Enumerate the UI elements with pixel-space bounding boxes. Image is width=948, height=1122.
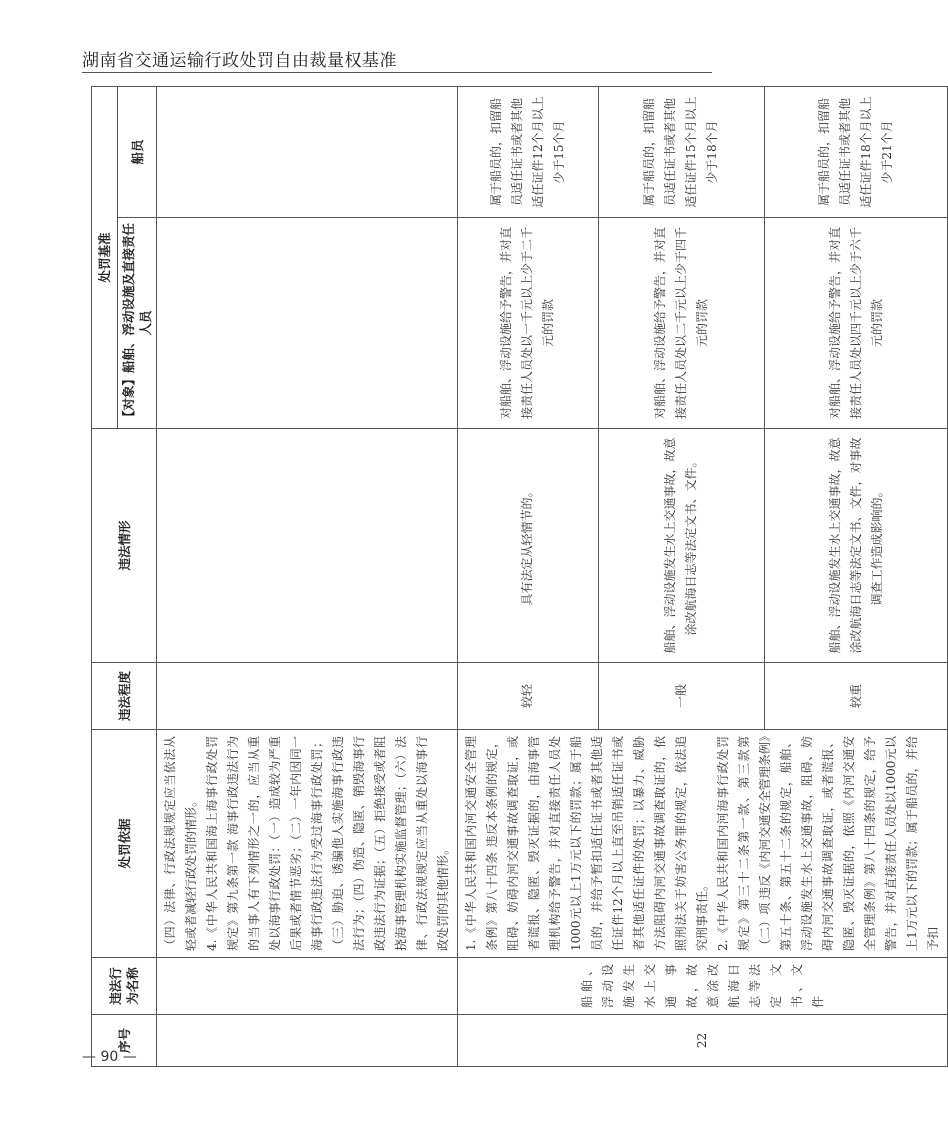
prev-degree-cell: [157, 663, 458, 730]
crew-standard-cell: 属于船员的，扣留船员适任证书或者其他适任证件15个月以上少于18个月: [598, 86, 765, 217]
header-degree: 违法程度: [92, 663, 157, 730]
prev-basis-cell: [157, 730, 458, 958]
degree-cell: 较重: [765, 663, 948, 730]
prev-seq-cell: [157, 1015, 458, 1067]
entry-basis-paragraph: 2.《中华人民共和国内河海事行政处罚规定》第三十二条第一款、第三款第（二）项 违反《内河交通安全管理条例》第五十条、第五十二条的规定，船舶、浮动设施发生水上交通事故，阻碍、妨碍内河交通事故调查取证，或者谎报、隐匿、毁灭证据的，依照《内河交通安全管理条例》第八十四条的规定，给予警告，并对直接责任人员处以1000元以上1万元以下的罚款；属于船员的，并给予扣: [716, 736, 940, 951]
table-row: [458, 86, 599, 1066]
header-target: 【对象】船舶、浮动设施及直接责任人员: [118, 218, 157, 429]
header-basis: 处罚依据: [92, 730, 157, 958]
degree-cell: 一般: [598, 663, 765, 730]
prev-crew-cell: [157, 86, 458, 217]
penalty-standard-table: [91, 86, 948, 1067]
target-standard-cell: 对船舶、浮动设施给予警告，并对直接责任人员处以二千元以上少于四千元的罚款: [598, 218, 765, 429]
prev-basis-paragraph: （四）法律、行政法规规定应当依法从轻或者减轻行政处罚的情形。: [163, 736, 198, 951]
entry-behavior-cell: [458, 958, 948, 1015]
crew-standard-cell: 属于船员的，扣留船员适任证书或者其他适任证件18个月以上少于21个月: [765, 86, 948, 217]
rotated-table-wrapper: [91, 87, 940, 1067]
header-seq: 序号: [92, 1015, 157, 1067]
degree-cell: 较轻: [458, 663, 599, 730]
page-number: — 90 —: [82, 1049, 137, 1065]
prev-basis-paragraph: 4.《中华人民共和国海上海事行政处罚规定》第九条第一款 海事行政违法行为的当事人有下列情形之一的，应当从重处以海事行政处罚：（一）造成较为严重后果或者情节恶劣；（二）一年内因同一海事行政违法行为受过海事行政处罚；（三）胁迫、诱骗他人实施海事行政违法行为；（四）伪造、隐匿、销毁海事行政违法行为证据；（五）拒绝接受或者阻挠海事管理机构实施监督管理；（六）法律、行政法规规定应当从重处以海事行政处罚的其他情形。: [205, 736, 450, 951]
entry-behavior-text: 船舶、浮动设施发生水上交通事故，故意涂改航海日志等法定文书、文件: [579, 964, 825, 1008]
circumstance-cell: 船舶、浮动设施发生水上交通事故，故意涂改航海日志等法定文书、文件，对事故调查工作造成影响的。: [765, 429, 948, 663]
header-row-1: [92, 86, 118, 1066]
target-standard-cell: 对船舶、浮动设施给予警告，并对直接责任人员处以一千元以上少于二千元的罚款: [458, 218, 599, 429]
prev-circumstance-cell: [157, 429, 458, 663]
prev-behavior-cell: [157, 958, 458, 1015]
entry-basis-cell: [458, 730, 948, 958]
header-standard: 处罚基准: [92, 86, 118, 428]
header-rule: [82, 72, 712, 73]
circumstance-cell: 船舶、浮动设施发生水上交通事故，故意涂改航海日志等法定文书、文件。: [598, 429, 765, 663]
prev-entry-row: [157, 86, 458, 1066]
page-header: 湖南省交通运输行政处罚自由裁量权基准: [82, 51, 397, 71]
entry-basis-paragraph: 1.《中华人民共和国内河交通安全管理条例》第八十四条 违反本条例的规定，阻碍、妨碍内河交通事故调查取证，或者谎报、隐匿、毁灭证据的，由海事管理机构给予警告，并对直接责任人员处1000元以上1万元以下的罚款；属于船员的，并给予暂扣适任证书或者其他适任证件12个月以上直至吊销适任证书或者其他适任证件的处罚；以暴力、威胁方法阻碍内河交通事故调查取证的，依照刑法关于妨害公务罪的规定，依法追究刑事责任。: [464, 736, 709, 951]
entry-seq-cell: 22: [458, 1015, 948, 1067]
target-standard-cell: 对船舶、浮动设施给予警告，并对直接责任人员处以四千元以上少于六千元的罚款: [765, 218, 948, 429]
prev-target-cell: [157, 218, 458, 429]
header-behavior: 违法行为名称: [92, 958, 157, 1015]
circumstance-cell: 具有法定从轻情节的。: [458, 429, 599, 663]
header-circumstance: 违法情形: [92, 429, 157, 663]
crew-standard-cell: 属于船员的，扣留船员适任证书或者其他适任证件12个月以上少于15个月: [458, 86, 599, 217]
header-crew: 船员: [118, 86, 157, 217]
